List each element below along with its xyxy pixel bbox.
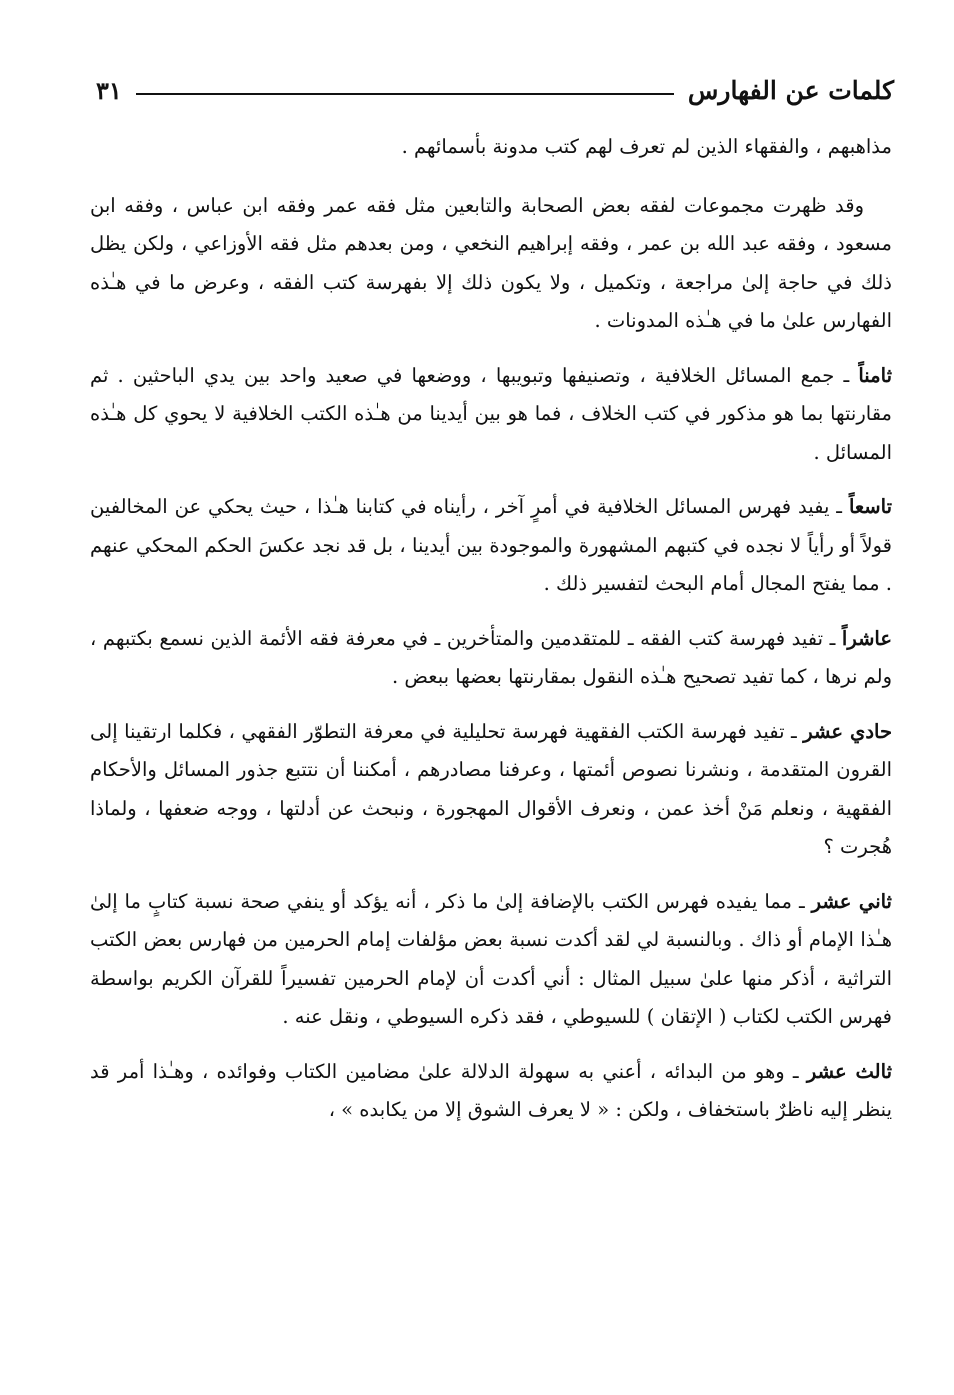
paragraph-text: وقد ظهرت مجموعات لفقه بعض الصحابة والتابعين مثل فقه عمر وفقه ابن عباس ، وفقه ابن مسعود ، وفقه عبد الله بن عمر ، وفقه إبراهيم النخعي ، ومن بعدهم مثل فقه الأوزاعي ، ولكن يظل ذلك في حاجة إلىٰ مراجعة ، وتكميل ، ولا يكون ذلك إلا بفهرسة كتب الفقه ، وعرض ما في هـٰذه الفهارس علىٰ ما في هـٰذه المدونات .	[90, 193, 892, 332]
page-body	[90, 128, 892, 1146]
header-rule	[136, 93, 674, 95]
paragraph	[90, 1053, 892, 1130]
paragraph-text: ـ يفيد فهرس المسائل الخلافية في أمرٍ آخر ، رأيناه في كتابنا هـٰذا ، حيث يحكي عن المخالفين قولاً أو رأياً لا نجده في كتبهم المشهورة والموجودة بين أيدينا ، بل قد نجد عكسَ الحكم المحكي عنهم . مما يفتح المجال أمام البحث لتفسير ذلك .	[90, 495, 892, 595]
paragraph-text: ـ مما يفيده فهرس الكتب بالإضافة إلىٰ ما ذكر ، أنه يؤكد أو ينفي صحة نسبة كتابٍ ما إلىٰ هـٰذا الإمام أو ذاك . وبالنسبة لي لقد أكدت نسبة بعض مؤلفات إمام الحرمين من فهارس بعض الكتب التراثية ، أذكر منها علىٰ سبيل المثال : أني أكدت أن لإمام الحرمين تفسيراً للقرآن الكريم بواسطة فهرس الكتب لكتاب ( الإتقان ) للسيوطي ، فقد ذكره السيوطي ، ونقل عنه .	[90, 889, 892, 1028]
running-title: كلمات عن الفهارس	[687, 75, 894, 105]
paragraph-lead: ثاني عشر	[811, 889, 892, 913]
paragraph	[90, 713, 892, 867]
paragraph-text: ـ جمع المسائل الخلافية ، وتصنيفها وتبويبها ، ووضعها في صعيد واحد بين يدي الباحثين . ثم مقارنتها بما هو مذكور في كتب الخلاف ، فما هو بين أيدينا من هـٰذه الكتب الخلافية لا يحوي كل هـٰذه المسائل .	[90, 363, 892, 464]
paragraph-lead: ثامناً	[858, 363, 892, 387]
paragraph-lead: حادي عشر	[803, 719, 892, 743]
paragraph	[90, 128, 892, 167]
paragraph-text: مذاهبهم ، والفقهاء الذين لم تعرف لهم كتب مدونة بأسمائهم .	[401, 135, 892, 158]
page-number: ٣١	[96, 75, 122, 105]
paragraph-text: ـ تفيد فهرسة كتب الفقه ـ للمتقدمين والمتأخرين ـ في معرفة فقه الأئمة الذين نسمع بكتبهم ، ولم نرها ، كما تفيد تصحيح هـٰذه النقول بمقارنتها بعضها ببعض .	[90, 626, 892, 688]
paragraph	[90, 357, 892, 473]
paragraph	[90, 187, 892, 341]
paragraph	[90, 488, 892, 604]
page-header	[96, 70, 894, 110]
paragraph	[90, 883, 892, 1037]
paragraph	[90, 620, 892, 697]
paragraph-text: ـ تفيد فهرسة الكتب الفقهية فهرسة تحليلية في معرفة التطوّر الفقهي ، فكلما ارتقينا إلى القرون المتقدمة ، ونشرنا نصوص أئمتها ، وعرفنا مصادرهم ، أمكننا أن نتتبع جذور المسائل والأحكام الفقهية ، ونعلم مَنْ أخذ عمن ، ونعرف الأقوال المهجورة ، ونبحث عن أدلتها ، ووجه ضعفها ، ولماذا هُجرت ؟	[90, 719, 892, 858]
paragraph-lead: تاسعاً	[848, 495, 892, 518]
paragraph-lead: ثالث عشر	[806, 1059, 892, 1083]
paragraph-text: ـ وهو من البدائه ، أعني به سهولة الدلالة علىٰ مضامين الكتاب وفوائده ، وهـٰذا أمر قد ينظر إليه ناظرٌ باستخفاف ، ولكن : « لا يعرف الشوق إلا من يكابده » ،	[90, 1059, 892, 1121]
paragraph-lead: عاشراً	[841, 626, 892, 650]
